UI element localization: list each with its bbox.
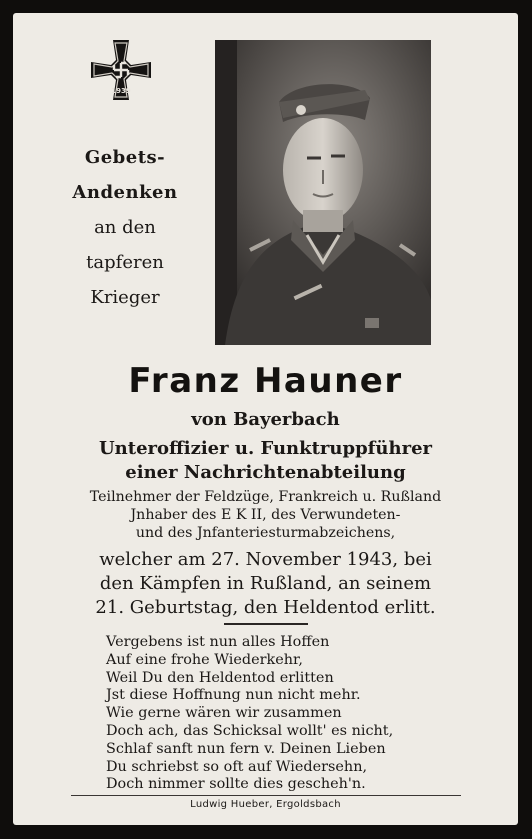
footer-divider: [71, 795, 461, 796]
deceased-name: Franz Hauner: [128, 361, 403, 401]
origin: von Bayerbach: [191, 409, 340, 430]
poem: [106, 634, 436, 794]
header-line-5: Krieger: [90, 287, 160, 308]
rank-line-2: einer Nachrichtenabteilung: [125, 462, 406, 483]
header-line-2: Andenken: [72, 182, 178, 203]
poem-line: Weil Du den Heldentod erlitten: [106, 669, 334, 686]
poem-line: Vergebens ist nun alles Hoffen: [106, 634, 330, 650]
poem-line: Doch nimmer sollte dies gescheh'n.: [106, 776, 366, 793]
poem-line: Auf eine frohe Wiederkehr,: [106, 651, 303, 668]
card-paper: [13, 13, 518, 825]
details-line-3: und des Jnfanteriesturmabzeichens,: [135, 525, 396, 541]
cross-year: 1939: [111, 87, 131, 95]
header-line-3: an den: [94, 217, 156, 238]
header-line-1: Gebets-: [84, 147, 166, 168]
death-line-2: den Kämpfen in Rußland, an seinem: [99, 573, 432, 594]
poem-line: Doch ach, das Schicksal wollt' es nicht,: [106, 722, 394, 739]
divider: [224, 623, 308, 625]
printer-credit: Ludwig Hueber, Ergoldsbach: [190, 799, 341, 810]
death-line-1: welcher am 27. November 1943, bei: [99, 549, 432, 570]
details-line-2: Jnhaber des E K II, des Verwundeten-: [130, 507, 401, 523]
details-line-1: Teilnehmer der Feldzüge, Frankreich u. Rußland: [89, 489, 442, 505]
header-line-4: tapferen: [86, 252, 164, 273]
poem-line: Jst diese Hoffnung nun nicht mehr.: [106, 687, 361, 704]
iron-cross-icon: [88, 37, 154, 103]
poem-line: Schlaf sanft nun fern v. Deinen Lieben: [106, 740, 386, 757]
death-line-3: 21. Geburtstag, den Heldentod erlitt.: [95, 597, 436, 618]
poem-line: Wie gerne wären wir zusammen: [106, 705, 342, 722]
header-text: [59, 140, 191, 315]
rank-line-1: Unteroffizier u. Funktruppführer: [98, 438, 433, 459]
poem-line: Du schriebst so oft auf Wiedersehn,: [106, 758, 368, 775]
soldier-portrait: [215, 40, 431, 345]
